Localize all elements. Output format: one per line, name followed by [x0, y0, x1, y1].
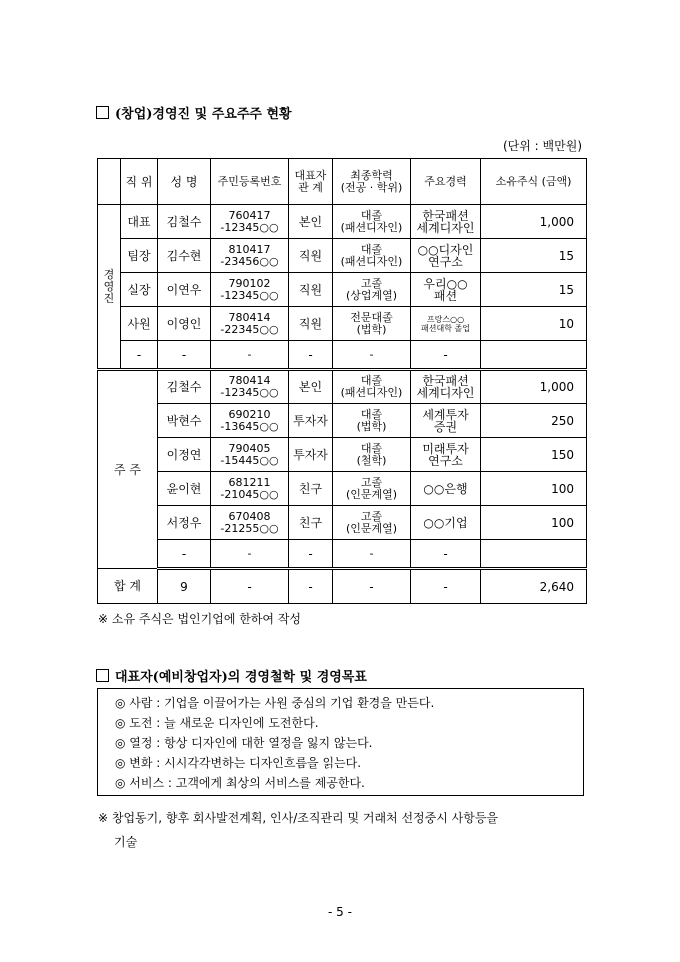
cell-id — [211, 341, 289, 370]
cell-education-line2: (패션디자인) — [340, 220, 403, 234]
page-number: - 5 - — [328, 905, 352, 919]
cell-id-line1: 760417 — [228, 208, 271, 222]
cell-name: 이연우 — [158, 273, 211, 307]
total-education: - — [333, 569, 411, 604]
cell-shares: 250 — [481, 404, 587, 438]
cell-name: 이정연 — [158, 438, 211, 472]
cell-shares: 150 — [481, 438, 587, 472]
cell-shares: 100 — [481, 506, 587, 540]
cell-id-line1: 670408 — [228, 509, 271, 523]
cell-shares: 100 — [481, 472, 587, 506]
cell-id — [211, 370, 289, 404]
header-shares: 소유주식 (금액) — [481, 159, 587, 205]
total-career: - — [411, 569, 481, 604]
table-row — [98, 341, 587, 370]
cell-education-line1: 대졸 — [360, 441, 383, 455]
checkbox-square-icon — [96, 669, 109, 682]
header-relation-line1: 대표자 — [294, 168, 327, 182]
table-row — [98, 307, 587, 341]
cell-career-line1: - — [443, 546, 448, 561]
cell-relation: 투자자 — [289, 404, 333, 438]
table-row — [98, 205, 587, 239]
section2-title-text: 대표자(예비창업자)의 경영철학 및 경영목표 — [115, 670, 367, 685]
cell-name: - — [158, 341, 211, 370]
cell-id — [211, 205, 289, 239]
header-relation-line2: 관 계 — [298, 180, 323, 194]
checkbox-square-icon — [96, 106, 109, 119]
cell-education-line1: 고졸 — [360, 509, 383, 523]
cell-career — [411, 370, 481, 404]
goal-item: ◎ 사람 : 기업을 이끌어가는 사원 중심의 기업 환경을 만든다. — [115, 696, 435, 710]
cell-name: 김수현 — [158, 239, 211, 273]
cell-relation: - — [289, 540, 333, 569]
cell-id-line2: -12345○○ — [220, 386, 279, 399]
section1-title-text: (창업)경영진 및 주요주주 현황 — [115, 107, 292, 122]
cell-career — [411, 404, 481, 438]
writing-guide-line2: 기술 — [114, 835, 138, 849]
header-name: 성 명 — [158, 159, 211, 205]
cell-career-line2: 패션대학 졸업 — [421, 323, 470, 333]
cell-education-line2: (패션디자인) — [340, 254, 403, 268]
cell-id — [211, 307, 289, 341]
section1-title — [96, 103, 292, 122]
unit-label: (단위 : 백만원) — [503, 139, 582, 153]
cell-education-line1: 대졸 — [360, 407, 383, 421]
cell-education — [333, 341, 411, 370]
cell-career — [411, 341, 481, 370]
table-row — [98, 540, 587, 569]
table-row — [98, 370, 587, 404]
cell-education-line1: 전문대졸 — [350, 310, 393, 324]
cell-id — [211, 239, 289, 273]
cell-education-line2: (법학) — [356, 419, 387, 433]
cell-id-line1: 790405 — [228, 441, 271, 455]
cell-shares — [481, 341, 587, 370]
total-id: - — [211, 569, 289, 604]
cell-education-line1: 대졸 — [360, 208, 383, 222]
cell-id-line1: - — [247, 347, 252, 361]
header-blank — [98, 159, 121, 205]
header-relation — [289, 159, 333, 205]
cell-id — [211, 540, 289, 569]
cell-shares: 15 — [481, 273, 587, 307]
cell-education-line1: - — [369, 546, 374, 560]
cell-relation: 직원 — [289, 239, 333, 273]
cell-id-line2: -13645○○ — [220, 419, 279, 433]
cell-career — [411, 438, 481, 472]
cell-education — [333, 239, 411, 273]
cell-id — [211, 472, 289, 506]
cell-name: 김철수 — [158, 370, 211, 404]
cell-education — [333, 472, 411, 506]
cell-career-line2: 증권 — [433, 419, 458, 434]
header-position: 직 위 — [121, 159, 158, 205]
cell-education-line2: (상업계열) — [345, 288, 398, 302]
cell-education — [333, 404, 411, 438]
cell-id-line2: -12345○○ — [220, 220, 279, 234]
cell-relation: 친구 — [289, 472, 333, 506]
cell-id-line2: -23456○○ — [220, 254, 279, 268]
goal-item: ◎ 도전 : 늘 새로운 디자인에 도전한다. — [115, 716, 319, 730]
cell-shares: 1,000 — [481, 205, 587, 239]
cell-career-line2: 세계디자인 — [416, 220, 475, 235]
cell-career-line1: ○○은행 — [423, 481, 468, 496]
table-row — [98, 506, 587, 540]
cell-career-line1: ○○디자인 — [417, 242, 474, 257]
total-count: 9 — [158, 569, 211, 604]
cell-name: - — [158, 540, 211, 569]
table-row — [98, 404, 587, 438]
cell-education — [333, 370, 411, 404]
cell-career — [411, 540, 481, 569]
cell-id — [211, 506, 289, 540]
cell-id — [211, 438, 289, 472]
goal-item: ◎ 변화 : 시시각각변하는 디자인흐름을 읽는다. — [115, 756, 362, 770]
total-label: 합 계 — [98, 569, 158, 604]
goal-item: ◎ 열정 : 항상 디자인에 대한 열정을 잃지 않는다. — [115, 736, 373, 750]
header-education-line2: (전공 · 학위) — [340, 180, 403, 194]
table-header-row — [98, 159, 587, 205]
cell-relation: 투자자 — [289, 438, 333, 472]
cell-relation: 직원 — [289, 273, 333, 307]
cell-shares: 1,000 — [481, 370, 587, 404]
cell-id-line1: 690210 — [228, 407, 271, 421]
header-education-line1: 최종학력 — [350, 168, 393, 182]
cell-education-line2: (인문계열) — [345, 487, 398, 501]
cell-career — [411, 307, 481, 341]
management-group-label — [98, 205, 121, 370]
cell-name: 이영인 — [158, 307, 211, 341]
cell-id-line1: 681211 — [228, 475, 271, 489]
cell-shares — [481, 540, 587, 569]
cell-education-line1: - — [369, 347, 374, 361]
cell-career — [411, 205, 481, 239]
cell-career-line2: 연구소 — [428, 254, 463, 269]
table-row — [98, 273, 587, 307]
cell-relation: 직원 — [289, 307, 333, 341]
cell-career-line2: 세계디자인 — [416, 386, 475, 400]
cell-position: - — [121, 341, 158, 370]
cell-education — [333, 273, 411, 307]
cell-relation: 본인 — [289, 205, 333, 239]
cell-career — [411, 239, 481, 273]
cell-shares: 15 — [481, 239, 587, 273]
table-row — [98, 239, 587, 273]
shareholder-group-label: 주 주 — [98, 370, 158, 569]
cell-education-line2: (인문계열) — [345, 521, 398, 535]
cell-career-line1: 세계투자 — [422, 407, 469, 422]
cell-education — [333, 540, 411, 569]
section2-title — [96, 666, 367, 685]
cell-career-line1: ○○기업 — [423, 515, 468, 530]
header-id: 주민등록번호 — [211, 159, 289, 205]
cell-career-line1: - — [443, 347, 448, 362]
cell-education-line1: 고졸 — [360, 475, 383, 489]
cell-name: 박현수 — [158, 404, 211, 438]
cell-name: 서정우 — [158, 506, 211, 540]
cell-position: 대표 — [121, 205, 158, 239]
cell-id-line1: 780414 — [228, 374, 271, 387]
writing-guide-line1: ※ 창업동기, 향후 회사발전계획, 인사/조직관리 및 거래처 선정중시 사항등을 — [98, 811, 499, 825]
cell-relation: - — [289, 341, 333, 370]
table-row — [98, 472, 587, 506]
cell-id-line1: 810417 — [228, 242, 271, 256]
total-row — [98, 569, 587, 604]
cell-career-line1: 미래투자 — [422, 441, 469, 456]
cell-id-line2: -12345○○ — [220, 288, 279, 302]
writing-guide-note — [98, 806, 588, 854]
cell-id — [211, 404, 289, 438]
cell-career-line1: 우리○○ — [423, 276, 468, 291]
cell-id-line2: -22345○○ — [220, 322, 279, 336]
cell-position: 팀장 — [121, 239, 158, 273]
shares-note: ※ 소유 주식은 법인기업에 한하여 작성 — [98, 612, 302, 626]
cell-id-line1: 790102 — [228, 276, 271, 290]
cell-position: 사원 — [121, 307, 158, 341]
management-goals-box — [97, 688, 584, 796]
cell-id-line1: 780414 — [228, 310, 271, 324]
cell-name: 김철수 — [158, 205, 211, 239]
cell-education — [333, 438, 411, 472]
cell-id-line2: -21045○○ — [220, 487, 279, 501]
cell-career-line2: 패션 — [433, 288, 458, 303]
cell-name: 윤이현 — [158, 472, 211, 506]
management-label-char: 진 — [103, 291, 115, 305]
cell-education-line1: 대졸 — [360, 374, 383, 387]
cell-education — [333, 506, 411, 540]
cell-education — [333, 307, 411, 341]
cell-career — [411, 506, 481, 540]
cell-id-line1: - — [247, 546, 252, 560]
management-shareholder-table — [97, 158, 587, 604]
cell-id-line2: -15445○○ — [220, 453, 279, 467]
cell-career — [411, 472, 481, 506]
cell-education-line2: (패션디자인) — [340, 386, 403, 399]
cell-career-line1: 한국패션 — [422, 374, 469, 388]
total-shares: 2,640 — [481, 569, 587, 604]
cell-id — [211, 273, 289, 307]
header-education — [333, 159, 411, 205]
cell-education-line1: 고졸 — [360, 276, 383, 290]
total-relation: - — [289, 569, 333, 604]
cell-career — [411, 273, 481, 307]
header-career: 주요경력 — [411, 159, 481, 205]
cell-career-line1: 한국패션 — [422, 208, 469, 223]
cell-career-line1: 프랑스○○ — [426, 314, 465, 324]
cell-education — [333, 205, 411, 239]
management-label-char: 경 — [103, 267, 115, 281]
table-row — [98, 438, 587, 472]
cell-id-line2: -21255○○ — [220, 521, 279, 535]
cell-relation: 본인 — [289, 370, 333, 404]
cell-education-line1: 대졸 — [360, 242, 383, 256]
management-label-char: 영 — [103, 279, 115, 293]
goal-item: ◎ 서비스 : 고객에게 최상의 서비스를 제공한다. — [115, 776, 365, 790]
cell-education-line2: (철학) — [356, 453, 387, 467]
cell-shares: 10 — [481, 307, 587, 341]
cell-education-line2: (법학) — [356, 322, 387, 336]
cell-career-line2: 연구소 — [428, 453, 463, 468]
cell-relation: 친구 — [289, 506, 333, 540]
cell-position: 실장 — [121, 273, 158, 307]
